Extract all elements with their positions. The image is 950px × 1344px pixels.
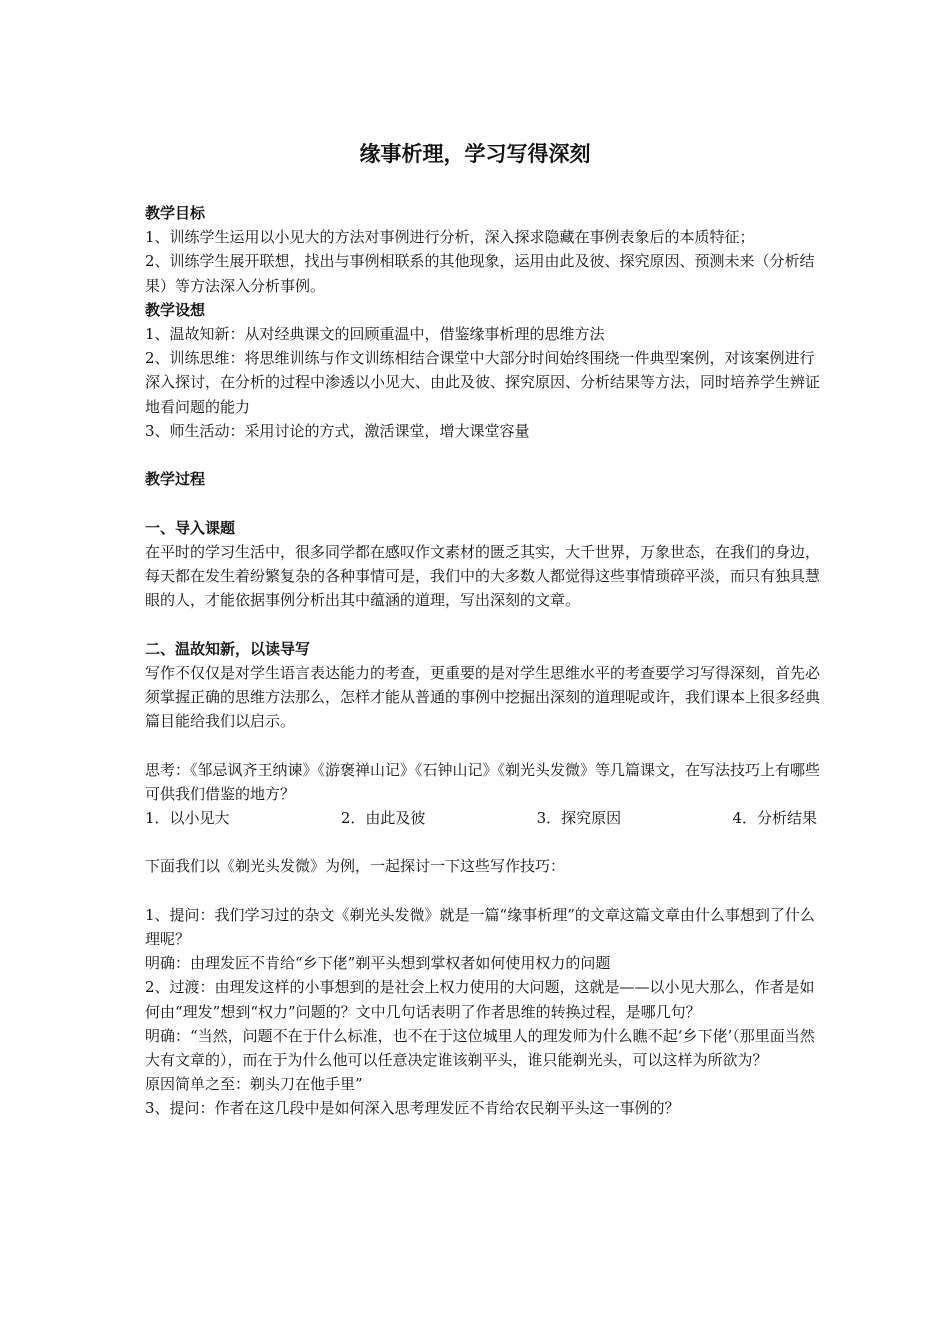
document-body: [145, 201, 825, 1121]
qa-paragraph: 原因简单之至：剃头刀在他手里”: [145, 1075, 363, 1094]
goal-item: 2、训练学生展开联想，找出与事例相联系的其他现象，运用由此及彼、探究原因、预测未来（分析结果）等方法深入分析事例。: [145, 252, 815, 295]
spacer: [145, 830, 825, 854]
spacer: [145, 733, 825, 757]
qa-paragraph: 明确：由理发匠不肯给“乡下佬”剃平头想到掌权者如何使用权力的问题: [145, 954, 611, 973]
method-item: 4．分析结果: [732, 809, 817, 828]
design-item: 1、温故知新：从对经典课文的回顾重温中，借鉴缘事析理的思维方法: [145, 325, 605, 344]
document-title: 缘事析理，学习写得深刻: [359, 142, 591, 166]
spacer: [145, 879, 825, 903]
spacer: [145, 443, 825, 467]
process-heading: 教学过程: [145, 470, 206, 489]
example-intro: 下面我们以《剃光头发微》为例，一起探讨一下这些写作技巧：: [145, 857, 566, 876]
section2-text: 写作不仅仅是对学生语言表达能力的考查，更重要的是对学生思维水平的考查要学习写得深刻，首先必须掌握正确的思维方法那么，怎样才能从普通的事例中挖掘出深刻的道理呢或许，我们课本上很多经典篇目能给我们以启示。: [145, 663, 821, 731]
goal-item: 1、训练学生运用以小见大的方法对事例进行分析，深入探求隐藏在事例表象后的本质特征；: [145, 228, 755, 247]
method-item: 3．探究原因: [536, 809, 622, 828]
design-item: 2、训练思维：将思维训练与作文训练相结合课堂中大部分时间始终围绕一件典型案例，对该案例进行深入探讨，在分析的过程中渗透以小见大、由此及彼、探究原因、分析结果等方法，同时培养学生辨证地看问题的能力: [145, 349, 821, 416]
qa-paragraph: 3、提问：作者在这几段中是如何深入思考理发匠不肯给农民剃平头这一事例的？: [145, 1099, 680, 1118]
design-heading: 教学设想: [145, 300, 206, 319]
method-item: 2．由此及彼: [340, 809, 426, 828]
method-item: 1．以小见大: [145, 809, 230, 828]
section1-text: 在平时的学习生活中，很多同学都在感叹作文素材的匮乏其实，大千世界，万象世态，在我们的身边，每天都在发生着纷繁复杂的各种事情可是，我们中的大多数人都觉得这些事情琐碎平淡，而只有独具慧眼的人，才能依据事例分析出其中蕴涵的道理，写出深刻的文章。: [145, 542, 821, 610]
design-item: 3、师生活动：采用讨论的方式，激活课堂，增大课堂容量: [145, 421, 530, 440]
qa-paragraph: 2、过渡：由理发这样的小事想到的是社会上权力使用的大问题，这就是——以小见大那么，作者是如何由“理发”想到“权力”问题的？文中几句话表明了作者思维的转换过程，是哪几句？: [145, 978, 815, 1021]
methods-list: [145, 806, 825, 830]
think-question: 思考：《邹忌讽齐王纳谏》《游褒禅山记》《石钟山记》《剃光头发微》等几篇课文，在写法技巧上有哪些可供我们借鉴的地方？: [145, 760, 821, 803]
spacer: [145, 491, 825, 515]
section1-heading: 一、导入课题: [145, 518, 236, 537]
goals-heading: 教学目标: [145, 204, 206, 222]
spacer: [145, 612, 825, 636]
qa-paragraph: 1、提问：我们学习过的杂文《剃光头发微》就是一篇“缘事析理”的文章这篇文章由什么事想到了什么理呢？: [145, 905, 815, 948]
section2-heading: 二、温故知新，以读导写: [145, 639, 311, 658]
qa-paragraph: 明确：“当然，问题不在于什么标准，也不在于这位城里人的理发师为什么瞧不起‘乡下佬’（那里面当然大有文章的），而在于为什么他可以任意决定谁该剃平头，谁只能剃光头，可以这样为所欲为？: [145, 1026, 815, 1070]
